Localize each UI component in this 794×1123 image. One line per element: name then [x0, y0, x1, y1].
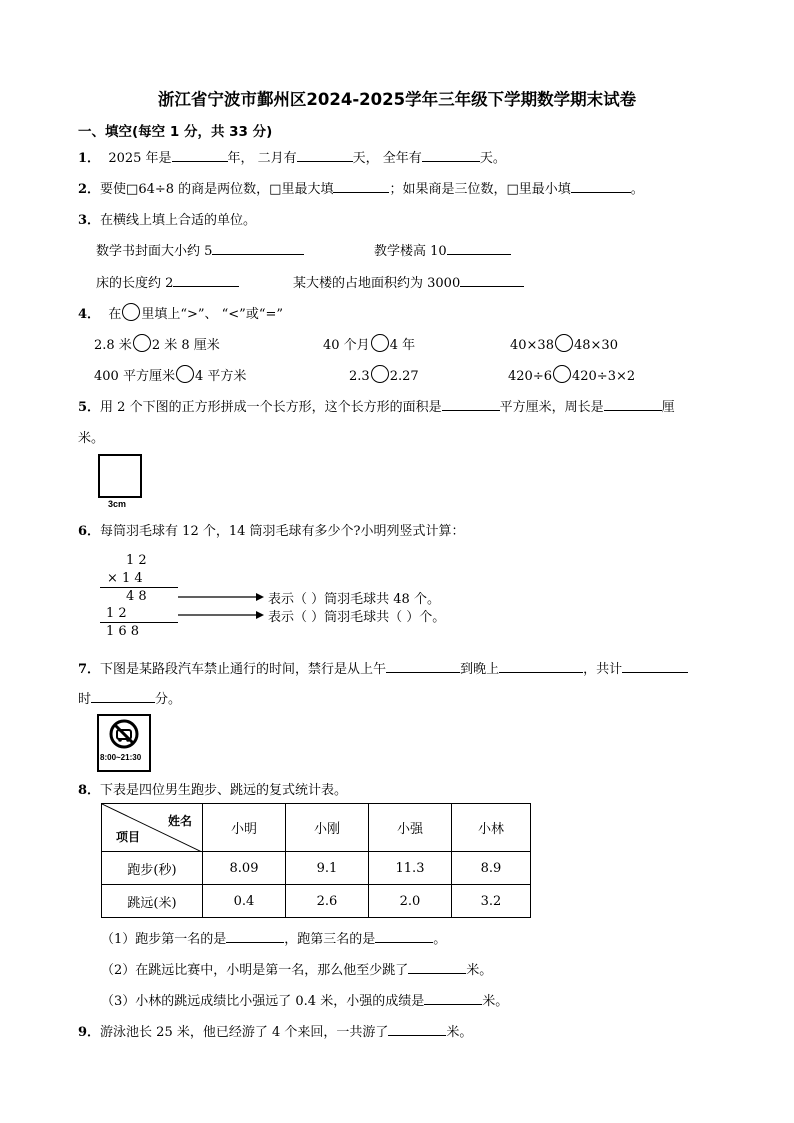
compare-circle[interactable]: [371, 334, 389, 352]
compare-circle[interactable]: [371, 365, 389, 383]
compare-right: 2.27: [389, 369, 419, 384]
circle-icon: [122, 303, 140, 321]
question-number: 8．: [78, 783, 101, 798]
table-header: 小强: [369, 804, 452, 852]
corner-bottom-label: 项目: [116, 830, 141, 844]
question-6: [78, 520, 465, 539]
q7-text-a: 下图是某路段汽车禁止通行的时间，禁行是从上午: [100, 662, 387, 677]
compare-item: [94, 334, 220, 353]
compare-item: [94, 365, 246, 384]
q7-text-b: 到晚上: [460, 662, 500, 677]
table-cell: 2.6: [286, 885, 369, 918]
calc-line: [100, 622, 178, 623]
compare-item: [508, 365, 635, 384]
table-cell: 2.0: [369, 885, 452, 918]
compare-left: 40×38: [510, 338, 554, 353]
compare-left: 40 个月: [323, 338, 370, 353]
square-label: 3cm: [108, 499, 127, 509]
question-4: [78, 303, 283, 322]
table-cell: 0.4: [203, 885, 286, 918]
calc-row-5: 1 6 8: [106, 624, 140, 639]
compare-circle[interactable]: [553, 365, 571, 383]
calc-row-3: 4 8: [126, 589, 147, 604]
answer-blank[interactable]: [375, 930, 433, 943]
answer-blank[interactable]: [297, 149, 353, 162]
table-cell: 3.2: [452, 885, 531, 918]
corner-top-label: 姓名: [167, 814, 192, 828]
compare-right: 4 年: [389, 338, 416, 353]
q8-sub-text: 。: [433, 932, 447, 947]
table-header: 小明: [203, 804, 286, 852]
q4-text-b: 里填上“>”、 “<”或“=”: [141, 307, 284, 322]
explain-2: 表示（ ）筒羽毛球共（ ）个。: [268, 610, 446, 625]
section-heading: 一、填空(每空 1 分，共 33 分): [78, 124, 273, 140]
q5-text-b: 平方厘米，周长是: [499, 400, 604, 415]
q7-text-d: 时: [78, 692, 92, 707]
table-header: 小林: [452, 804, 531, 852]
answer-blank[interactable]: [91, 690, 155, 703]
table-cell: 9.1: [286, 852, 369, 885]
answer-blank[interactable]: [424, 992, 482, 1005]
q3-item-2: [374, 240, 511, 259]
table-row: [102, 885, 531, 918]
calc-row-2: × 1 4: [107, 571, 143, 586]
question-number: 1．: [78, 151, 101, 166]
compare-item: [323, 334, 415, 353]
explain-1: 表示（ ）筒羽毛球共 48 个。: [268, 592, 440, 607]
answer-blank[interactable]: [571, 180, 631, 193]
answer-blank[interactable]: [499, 660, 583, 673]
compare-item: [349, 365, 419, 384]
q2-text-c: 。: [630, 182, 644, 197]
q8-text: 下表是四位男生跑步、跳远的复式统计表。: [100, 783, 348, 798]
q8-sub-text: ，跑第三名的是: [284, 932, 376, 947]
q8-sub-text: （3）小林的跳远成绩比小强远了 0.4 米，小强的成绩是: [101, 994, 425, 1009]
q3-item-1: [96, 240, 304, 259]
question-number: 3．: [78, 213, 101, 228]
compare-left: 2.8 米: [94, 338, 132, 353]
question-5: [78, 396, 675, 415]
answer-blank[interactable]: [422, 149, 480, 162]
table-corner-cell: [102, 804, 203, 852]
q8-sub-text: 米。: [482, 994, 509, 1009]
compare-circle[interactable]: [555, 334, 573, 352]
table-cell: 11.3: [369, 852, 452, 885]
q3-item-text: 某大楼的占地面积约为 3000: [293, 276, 461, 291]
compare-item: [510, 334, 618, 353]
question-1: [78, 147, 506, 166]
q8-sub-text: 米。: [466, 963, 493, 978]
table-cell: 8.9: [452, 852, 531, 885]
compare-left: 420÷6: [508, 369, 552, 384]
compare-circle[interactable]: [133, 334, 151, 352]
no-car-icon: [109, 719, 139, 749]
question-2: [78, 178, 644, 197]
question-3: [78, 209, 256, 228]
question-number: 2．: [78, 182, 101, 197]
question-number: 6．: [78, 524, 101, 539]
q2-text-b: ；如果商是三位数，□里最小填: [389, 182, 571, 197]
answer-blank[interactable]: [460, 274, 524, 287]
q3-item-4: [293, 272, 524, 291]
q8-sub-3: [101, 990, 508, 1009]
table-cell: 8.09: [203, 852, 286, 885]
compare-right: 48×30: [573, 338, 618, 353]
answer-blank[interactable]: [408, 961, 466, 974]
q3-item-text: 床的长度约 2: [96, 276, 174, 291]
table-row: [102, 852, 531, 885]
answer-blank[interactable]: [386, 660, 460, 673]
question-number: 9．: [78, 1025, 101, 1040]
q1-text-d: 天。: [479, 151, 506, 166]
answer-blank[interactable]: [172, 149, 228, 162]
q8-sub-text: （2）在跳远比赛中，小明是第一名，那么他至少跳了: [101, 963, 409, 978]
compare-left: 2.3: [349, 369, 370, 384]
answer-blank[interactable]: [442, 398, 500, 411]
question-8: [78, 779, 347, 798]
table-header: 小刚: [286, 804, 369, 852]
q3-item-text: 教学楼高 10: [374, 244, 447, 259]
q5-text-c: 厘: [661, 400, 675, 415]
q2-text-a: 要使□64÷8 的商是两位数，□里最大填: [100, 182, 334, 197]
q5-text-a: 用 2 个下图的正方形拼成一个长方形，这个长方形的面积是: [100, 400, 442, 415]
row-label: 跳远(米): [102, 885, 203, 918]
arrow-icon: [176, 590, 266, 630]
question-number: 4．: [78, 307, 101, 322]
answer-blank[interactable]: [226, 930, 284, 943]
question-7-cont: [78, 688, 181, 707]
answer-blank[interactable]: [333, 180, 389, 193]
q1-text-a: 2025 年是: [108, 151, 172, 166]
answer-blank[interactable]: [447, 242, 511, 255]
answer-blank[interactable]: [604, 398, 662, 411]
compare-left: 400 平方厘米: [94, 369, 175, 384]
q7-text-c: ，共计: [583, 662, 623, 677]
q8-sub-text: （1）跑步第一名的是: [101, 932, 227, 947]
compare-right: 420÷3×2: [571, 369, 636, 384]
sign-time: 8:00~21:30: [100, 753, 142, 762]
compare-right: 4 平方米: [194, 369, 247, 384]
q4-text-a: 在: [108, 307, 122, 322]
q3-text: 在横线上填上合适的单位。: [100, 213, 257, 228]
answer-blank[interactable]: [212, 242, 304, 255]
q7-text-e: 分。: [155, 692, 182, 707]
question-number: 5．: [78, 400, 101, 415]
square-figure: [98, 454, 142, 498]
compare-right: 2 米 8 厘米: [151, 338, 220, 353]
question-9: [78, 1021, 472, 1040]
question-number: 7．: [78, 662, 101, 677]
row-label: 跑步(秒): [102, 852, 203, 885]
q8-sub-1: [101, 928, 446, 947]
stats-table: [101, 803, 531, 918]
calc-row-1: 1 2: [126, 553, 147, 568]
answer-blank[interactable]: [173, 274, 239, 287]
q6-text: 每筒羽毛球有 12 个，14 筒羽毛球有多少个?小明列竖式计算：: [100, 524, 465, 539]
question-7: [78, 658, 688, 677]
q5-text-d: 米。: [78, 431, 105, 446]
q3-item-text: 数学书封面大小约 5: [96, 244, 213, 259]
q9-text-b: 米。: [446, 1025, 473, 1040]
calc-line: [100, 587, 178, 588]
q3-item-3: [96, 272, 239, 291]
q8-sub-2: [101, 959, 492, 978]
compare-circle[interactable]: [176, 365, 194, 383]
page-title: 浙江省宁波市鄞州区2024-2025学年三年级下学期数学期末试卷: [157, 90, 637, 109]
no-car-sign: [97, 714, 151, 772]
answer-blank[interactable]: [388, 1023, 446, 1036]
q9-text-a: 游泳池长 25 米，他已经游了 4 个来回，一共游了: [100, 1025, 389, 1040]
q1-text-b: 年， 二月有: [227, 151, 297, 166]
answer-blank[interactable]: [622, 660, 688, 673]
calc-row-4: 1 2: [106, 606, 127, 621]
q1-text-c: 天， 全年有: [352, 151, 422, 166]
